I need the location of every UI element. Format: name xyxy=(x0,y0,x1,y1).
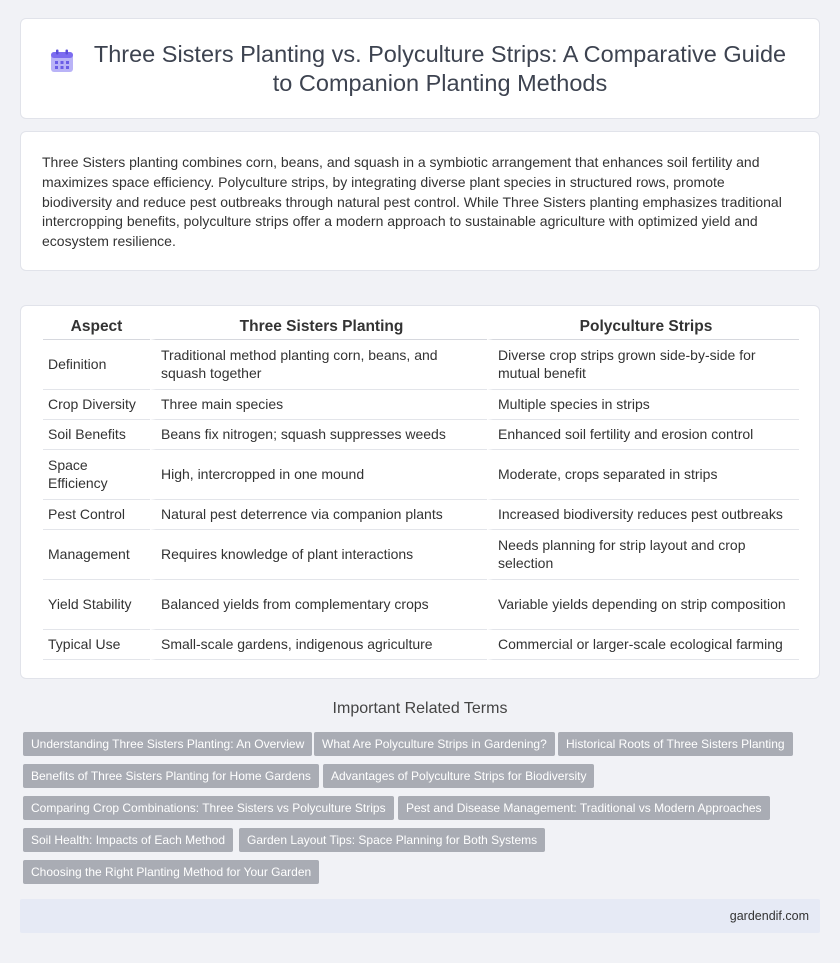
table-cell: Space Efficiency xyxy=(43,450,150,500)
table-cell: Soil Benefits xyxy=(43,420,150,450)
table-cell: Three main species xyxy=(150,390,487,420)
table-row xyxy=(43,580,799,630)
table-cell: High, intercropped in one mound xyxy=(150,450,487,500)
comparison-table xyxy=(43,314,799,660)
related-tag[interactable]: Soil Health: Impacts of Each Method xyxy=(23,828,233,852)
table-cell: Variable yields depending on strip composition xyxy=(487,580,799,630)
table-cell: Balanced yields from complementary crops xyxy=(150,580,487,630)
table-cell: Moderate, crops separated in strips xyxy=(487,450,799,500)
related-tag[interactable]: Comparing Crop Combinations: Three Sisters vs Polyculture Strips xyxy=(23,796,394,820)
related-tag[interactable]: Pest and Disease Management: Traditional vs Modern Approaches xyxy=(398,796,770,820)
table-row xyxy=(43,500,799,530)
table-cell: Multiple species in strips xyxy=(487,390,799,420)
table-cell: Pest Control xyxy=(43,500,150,530)
header-aspect: Aspect xyxy=(43,314,150,340)
table-cell: Diverse crop strips grown side-by-side for mutual benefit xyxy=(487,340,799,390)
related-tag[interactable]: Historical Roots of Three Sisters Planting xyxy=(558,732,793,756)
table-cell: Commercial or larger-scale ecological farming xyxy=(487,630,799,660)
table-cell: Beans fix nitrogen; squash suppresses weeds xyxy=(150,420,487,450)
table-cell: Enhanced soil fertility and erosion control xyxy=(487,420,799,450)
header-card xyxy=(20,18,820,119)
table-cell: Definition xyxy=(43,340,150,390)
table-cell: Natural pest deterrence via companion plants xyxy=(150,500,487,530)
intro-text: Three Sisters planting combines corn, beans, and squash in a symbiotic arrangement that enhances soil fertility and maximizes space efficiency. Polyculture strips, by integrating diverse plant species in structured rows, promote biodiversity and reduce pest outbreaks through natural pest control. While Three Sisters planting emphasizes traditional intercropping benefits, polyculture strips offer a modern approach to sustainable agriculture with optimized yield and ecosystem resilience. xyxy=(42,154,782,250)
table-header-row xyxy=(43,314,799,340)
table-row xyxy=(43,530,799,580)
footer-site-link[interactable]: gardendif.com xyxy=(729,909,809,923)
table-cell: Small-scale gardens, indigenous agriculture xyxy=(150,630,487,660)
related-tag[interactable]: Advantages of Polyculture Strips for Biodiversity xyxy=(323,764,594,788)
table-cell: Yield Stability xyxy=(43,580,150,630)
calendar-icon xyxy=(49,48,75,74)
table-cell: Traditional method planting corn, beans, and squash together xyxy=(150,340,487,390)
related-tag[interactable]: What Are Polyculture Strips in Gardening? xyxy=(314,732,555,756)
table-cell: Crop Diversity xyxy=(43,390,150,420)
related-tag[interactable]: Choosing the Right Planting Method for Your Garden xyxy=(23,860,319,884)
related-tag[interactable]: Garden Layout Tips: Space Planning for Both Systems xyxy=(239,828,545,852)
table-cell: Requires knowledge of plant interactions xyxy=(150,530,487,580)
intro-card xyxy=(20,131,820,271)
page-title: Three Sisters Planting vs. Polyculture Strips: A Comparative Guide to Companion Planting Methods xyxy=(93,40,787,96)
related-tag[interactable]: Benefits of Three Sisters Planting for Home Gardens xyxy=(23,764,319,788)
table-cell: Increased biodiversity reduces pest outbreaks xyxy=(487,500,799,530)
related-tag[interactable]: Understanding Three Sisters Planting: An Overview xyxy=(23,732,312,756)
table-row xyxy=(43,450,799,500)
related-terms-title: Important Related Terms xyxy=(332,700,508,717)
comparison-table-card xyxy=(20,305,820,679)
table-cell: Needs planning for strip layout and crop selection xyxy=(487,530,799,580)
table-row xyxy=(43,390,799,420)
table-row xyxy=(43,420,799,450)
table-cell: Management xyxy=(43,530,150,580)
footer xyxy=(20,899,820,933)
header-three-sisters: Three Sisters Planting xyxy=(150,314,487,340)
table-row xyxy=(43,340,799,390)
table-row xyxy=(43,630,799,660)
header-polyculture: Polyculture Strips xyxy=(487,314,799,340)
table-cell: Typical Use xyxy=(43,630,150,660)
